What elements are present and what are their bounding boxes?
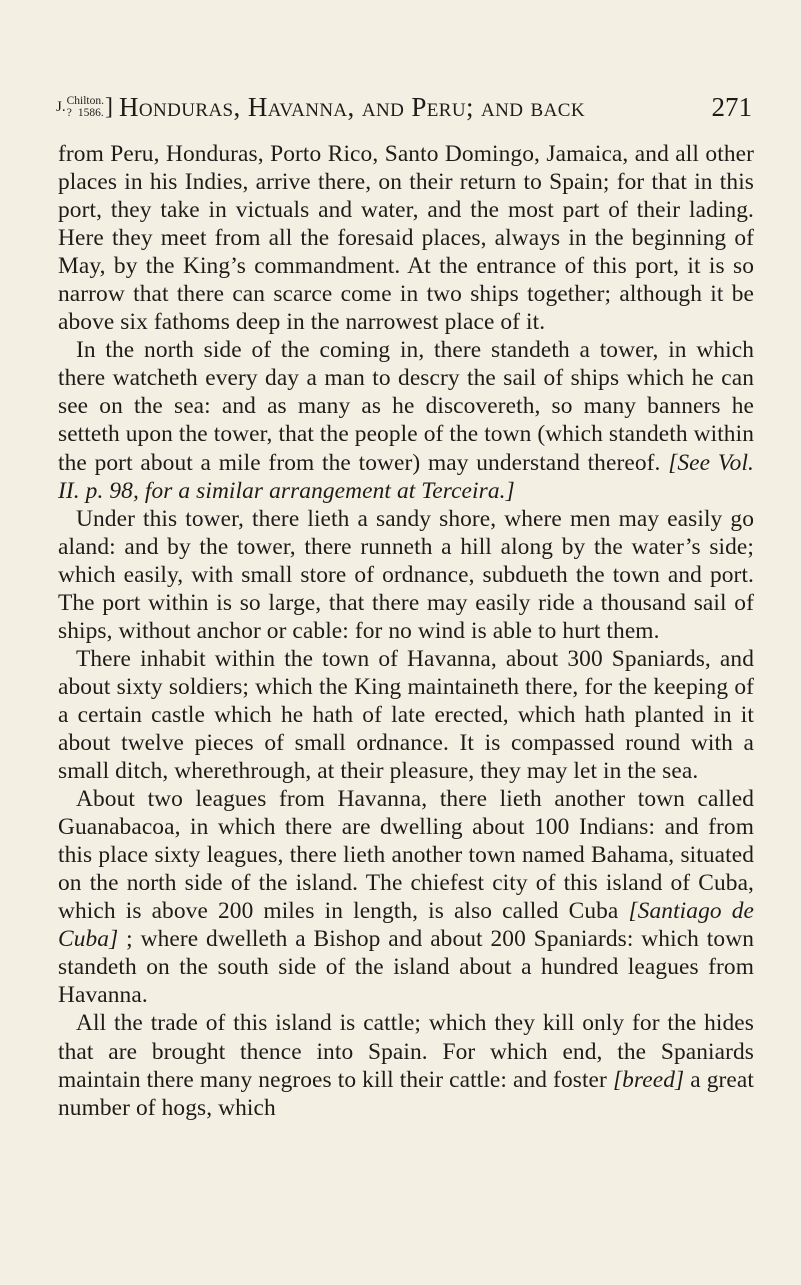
- paragraph-4-text: There inhabit within the town of Havanna, about 300 Spaniards, and about sixty soldiers; which the King maintaineth there, for the keeping of a certain castle which he hath of late erected, which hath planted in it about twelve pieces of small ordnance. It is compassed round with a small ditch, wherethrough, at their pleasure, they may let in the sea.: [58, 645, 754, 785]
- author-year: 1586.: [77, 107, 104, 119]
- author-query-mark: ?: [66, 107, 72, 119]
- paragraph-3-text: Under this tower, there lieth a sandy shore, where men may easily go aland: and by the tower, there runneth a hill along by the water’s side; which easily, with small store of ordnance, subdueth the town and port. The port within is so large, that there may easily ride a thousand sail of ships, without anchor or cable: for no wind is able to hurt them.: [58, 505, 754, 644]
- editorial-note-breed: [breed]: [612, 1066, 685, 1093]
- paragraph-4: [58, 645, 754, 785]
- author-name: Chilton.: [66, 95, 104, 107]
- author-sidenote: [56, 95, 113, 119]
- paragraph-2-text: In the north side of the coming in, there standeth a tower, in which there watcheth every day a man to descry the sail of ships which he can see on the sea: and as many as he discovereth, so many banners he setteth upon the tower, that the people of the town (which standeth within the port about a mile from the tower) may understand thereof.: [58, 337, 754, 476]
- author-date-row: [67, 107, 104, 119]
- editorial-note-santiago: [Santiago de Cuba]: [58, 898, 754, 953]
- editorial-note-terceira: [See Vol. II. p. 98, for a similar arrangement at Terceira.]: [58, 449, 754, 504]
- paragraph-6-text-b: a great number of hogs, which: [58, 1066, 754, 1121]
- paragraph-2: [58, 336, 754, 504]
- running-header: [56, 90, 752, 124]
- paragraph-1-text: from Peru, Honduras, Porto Rico, Santo Domingo, Jamaica, and all other places in his Indies, arrive there, on their return to Spain; for that in this port, they take in victuals and water, and the most part of their lading. Here they meet from all the foresaid places, always in the beginning of May, by the King’s commandment. At the entrance of this port, it is so narrow that there can scarce come in two ships together; although it be above six fathoms deep in the narrowest place of it.: [58, 141, 754, 336]
- author-name-stack: [67, 95, 104, 119]
- body-text: [58, 140, 754, 1122]
- author-initial: J.: [56, 98, 66, 115]
- running-title: Honduras, Havanna, and Peru; and back: [118, 91, 585, 122]
- paragraph-6-text-a: All the trade of this island is cattle; which they kill only for the hides that are brought thence into Spain. For which end, the Spaniards maintain there many negroes to kill their cattle: and foster: [58, 1010, 754, 1093]
- paragraph-5-text-a: About two leagues from Havanna, there lieth another town called Guanabacoa, in which there are dwelling about 100 Indians: and from this place sixty leagues, there lieth another town named Bahama, situated on the north side of the island. The chiefest city of this island of Cuba, which is above 200 miles in length, is also called Cuba: [58, 786, 754, 925]
- paragraph-5: [58, 785, 754, 1009]
- paragraph-5-text-b: ; where dwelleth a Bishop and about 200 Spaniards: which town standeth on the south side of the island about a hundred leagues from Havanna.: [58, 926, 754, 1009]
- page-number: 271: [711, 91, 752, 122]
- paragraph-1: [58, 140, 754, 336]
- paragraph-6: [58, 1009, 754, 1121]
- paragraph-3: [58, 505, 754, 645]
- author-bracket: ]: [104, 94, 113, 120]
